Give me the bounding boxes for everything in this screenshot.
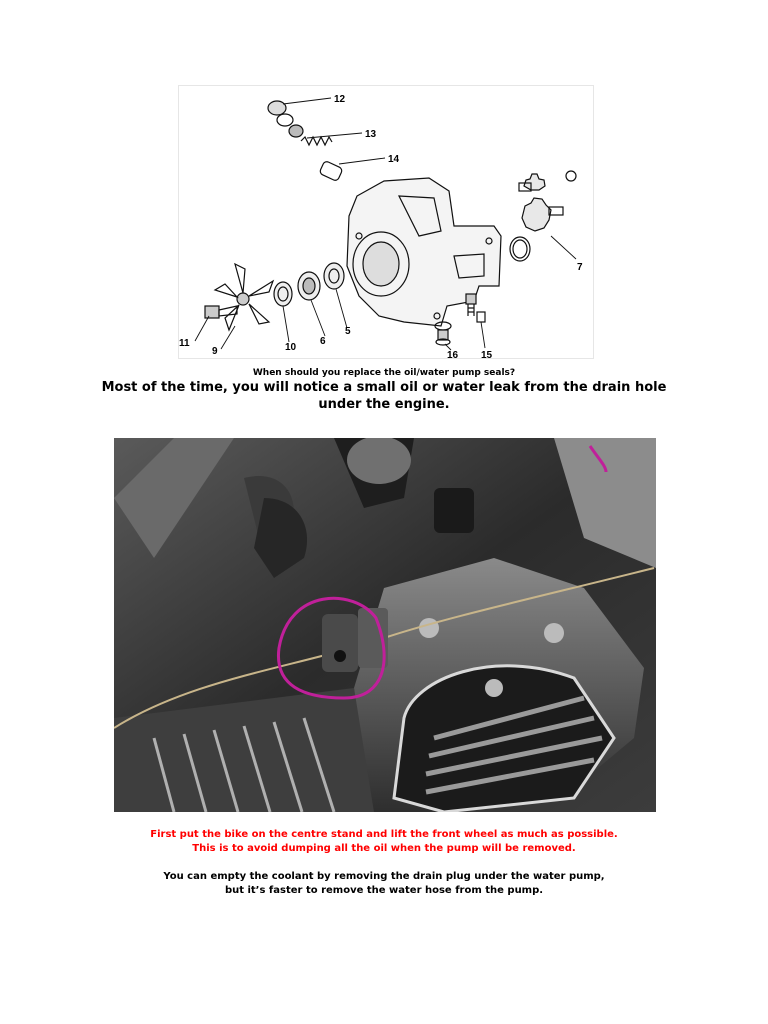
coolant-note <box>0 870 768 898</box>
part-7-gears <box>510 171 576 261</box>
coolant-line-2: but it’s faster to remove the water hose from the pump. <box>224 885 544 896</box>
coolant-line-1: You can empty the coolant by removing the drain plug under the water pump, <box>163 871 605 882</box>
instruction-note <box>0 828 768 856</box>
label-15: 15 <box>481 350 493 358</box>
part-15-plug <box>466 294 485 322</box>
engine-photo <box>114 438 656 812</box>
pump-housing <box>347 178 501 326</box>
label-7: 7 <box>577 262 583 273</box>
part-13-spring <box>301 137 332 145</box>
label-6: 6 <box>320 336 326 347</box>
label-12: 12 <box>334 94 346 105</box>
pump-exploded-diagram <box>178 85 594 359</box>
part-10-seal <box>274 282 292 306</box>
instruction-line-2: This is to avoid dumping all the oil when the pump will be removed. <box>192 843 576 854</box>
label-9: 9 <box>212 346 218 357</box>
label-13: 13 <box>365 129 377 140</box>
label-14: 14 <box>388 154 400 165</box>
instruction-line-1: First put the bike on the centre stand and lift the front wheel as much as possible. <box>150 829 618 840</box>
label-11: 11 <box>179 338 190 349</box>
label-5: 5 <box>345 326 351 337</box>
label-10: 10 <box>285 342 297 353</box>
part-12-cap <box>268 101 303 137</box>
question-heading: When should you replace the oil/water pump seals? <box>252 368 516 378</box>
answer-text: Most of the time, you will notice a small oil or water leak from the drain hole under the engine. <box>101 380 667 412</box>
part-9-impeller <box>215 264 273 330</box>
part-5-seal <box>324 263 344 289</box>
label-16: 16 <box>447 350 459 358</box>
